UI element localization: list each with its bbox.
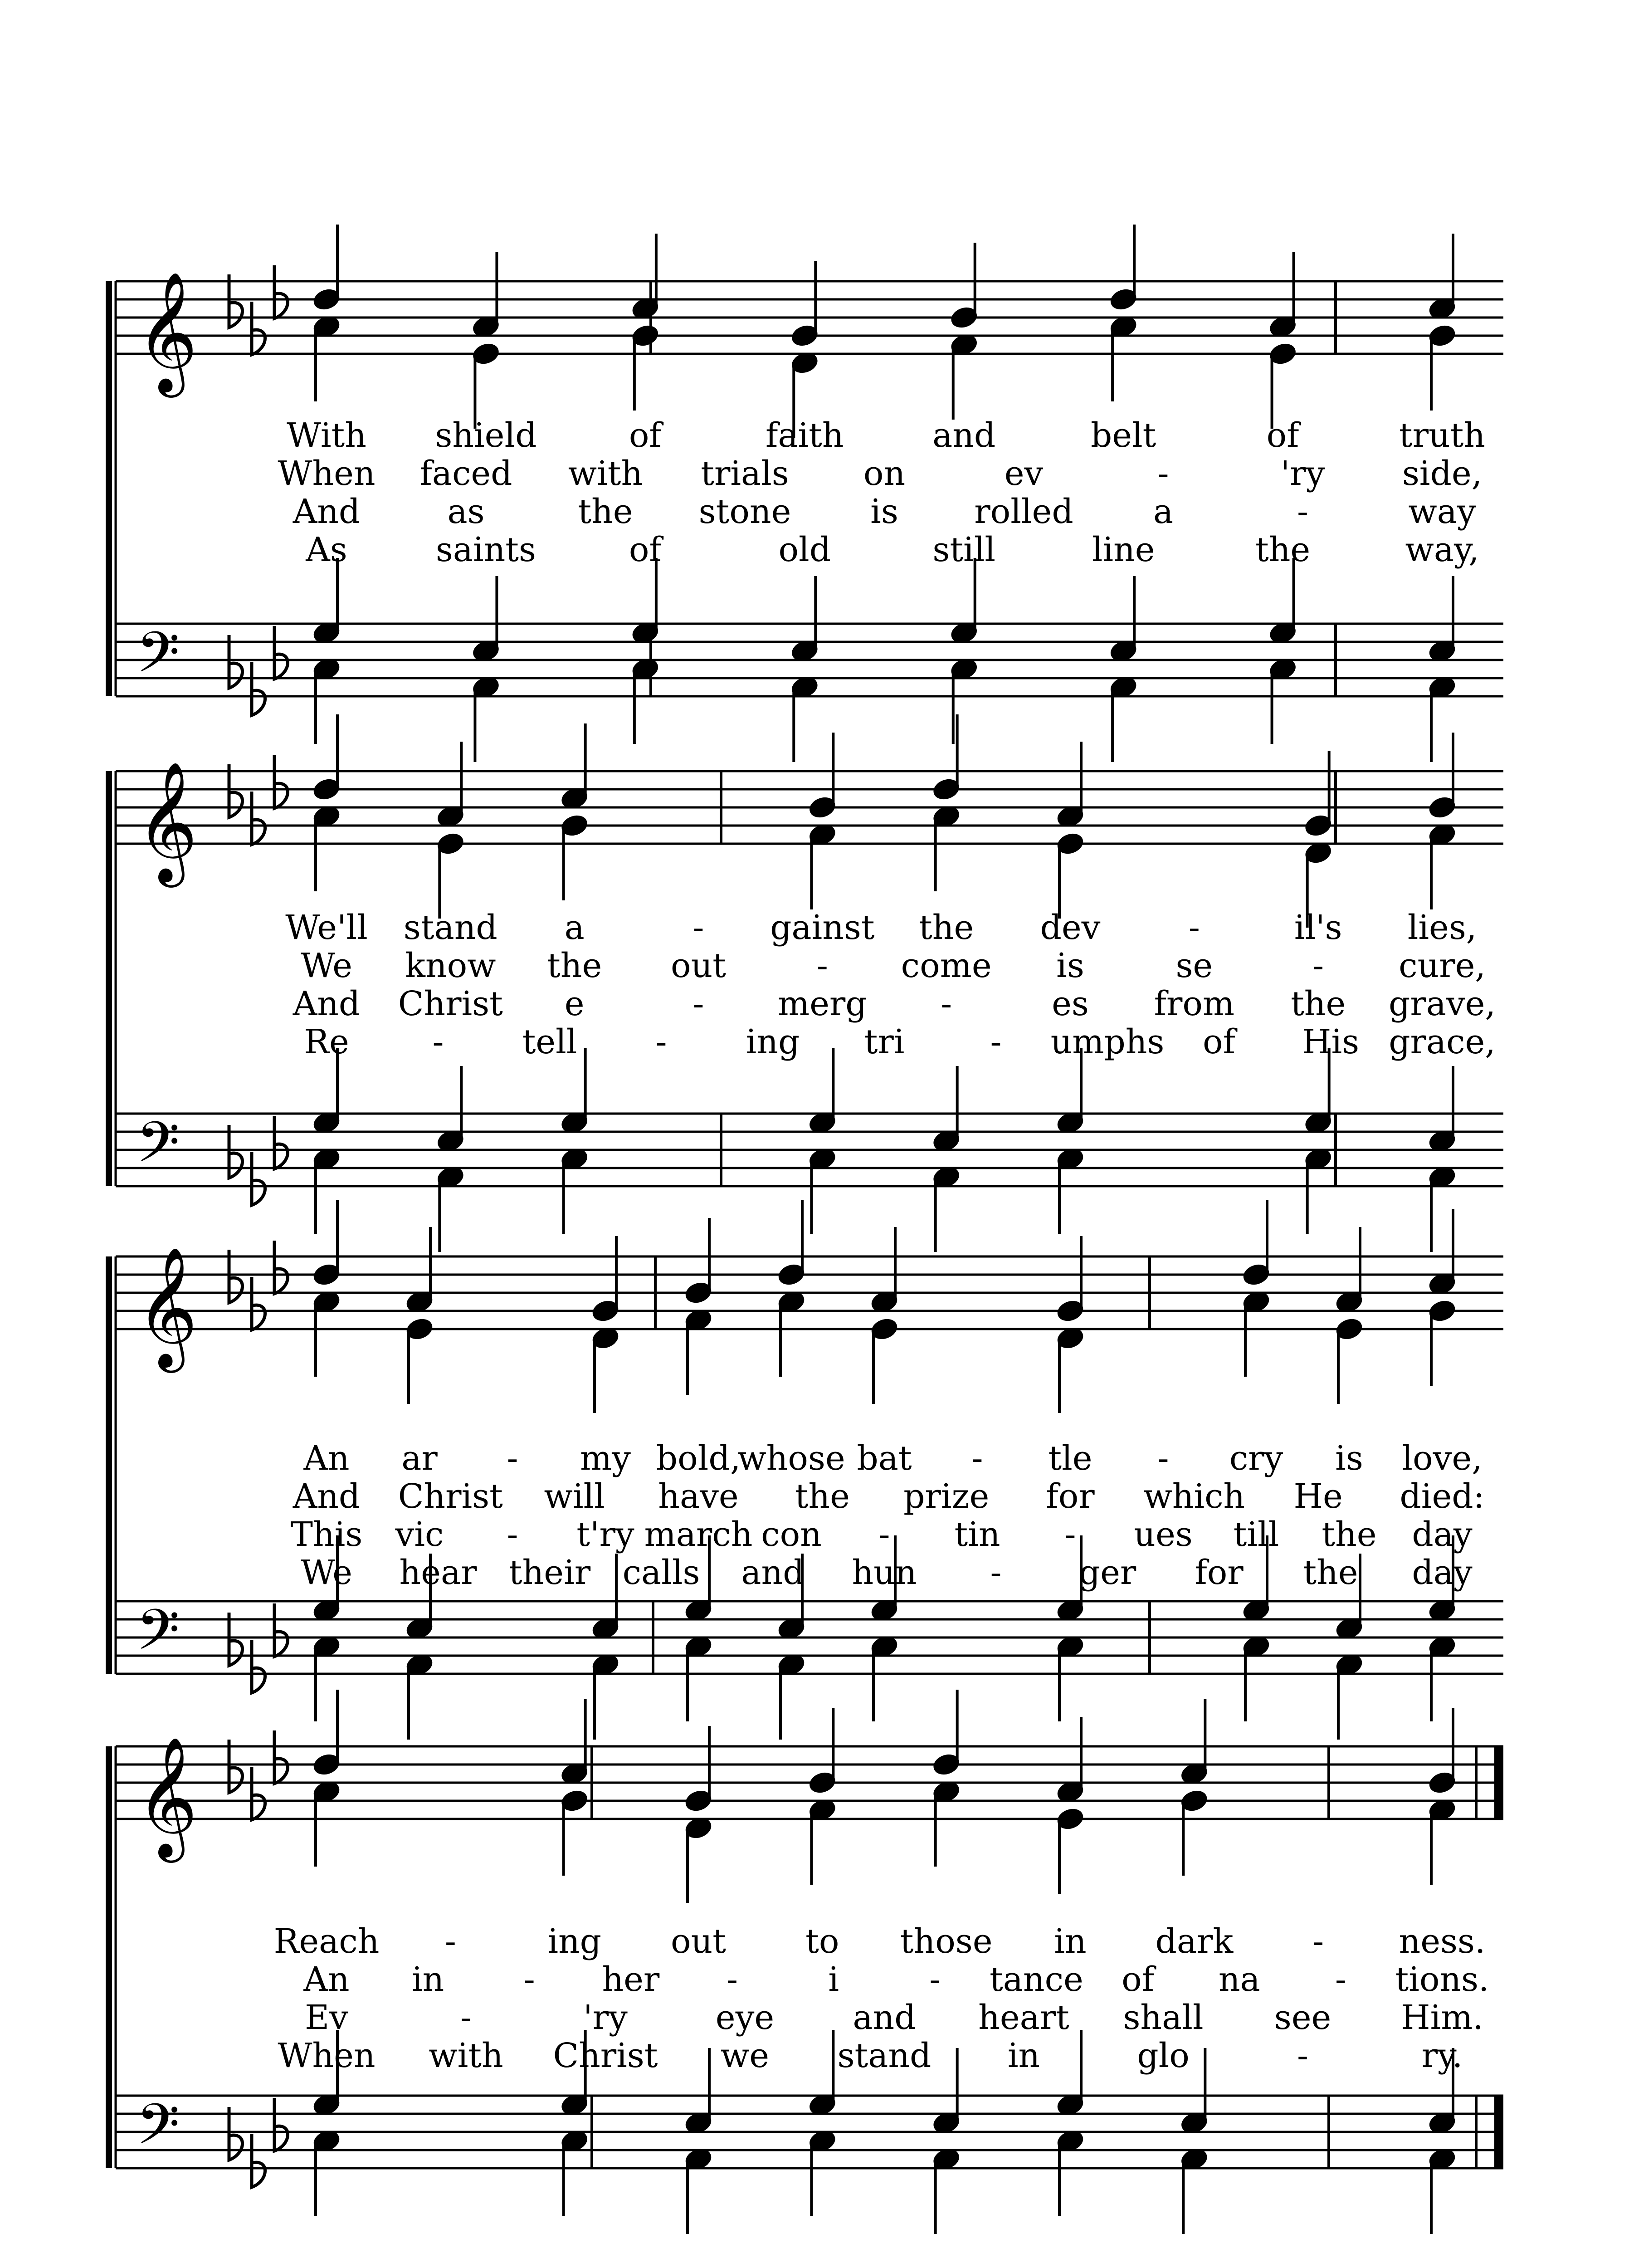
lyric-syllable: 'ry bbox=[583, 1998, 628, 2037]
note bbox=[312, 558, 340, 645]
note bbox=[932, 1780, 960, 1867]
lyric-syllable: of bbox=[1266, 416, 1299, 455]
syllable-hyphen: - bbox=[507, 1439, 518, 1478]
bass-clef-icon: 𝄢 bbox=[136, 2092, 180, 2171]
lyric-syllable: love, bbox=[1402, 1439, 1483, 1478]
lyric-syllable: in bbox=[411, 1960, 444, 1999]
note bbox=[472, 252, 500, 338]
lyric-syllable: cure, bbox=[1399, 946, 1486, 985]
note bbox=[1056, 1236, 1084, 1323]
lyric-syllable: When bbox=[278, 2036, 376, 2075]
lyric-syllable: see bbox=[1274, 1998, 1331, 2037]
note bbox=[1335, 1227, 1363, 1314]
note bbox=[1180, 2147, 1208, 2234]
lyric-syllable: He bbox=[1293, 1477, 1343, 1516]
syllable-hyphen: - bbox=[507, 1515, 518, 1554]
lyric-syllable: il's bbox=[1294, 908, 1342, 947]
key-signature bbox=[229, 265, 288, 355]
lyric-syllable: a bbox=[564, 908, 585, 947]
note bbox=[791, 576, 819, 663]
lyric-syllable: umphs bbox=[1050, 1022, 1165, 1061]
lyric-syllable: tin bbox=[954, 1515, 1000, 1554]
lyric-syllable: out bbox=[671, 946, 726, 985]
lyric-syllable: tle bbox=[1048, 1439, 1093, 1478]
treble-clef-icon: 𝄞 bbox=[136, 1736, 198, 1857]
lyric-syllable: day bbox=[1412, 1515, 1473, 1554]
note bbox=[791, 261, 819, 347]
syllable-hyphen: - bbox=[816, 946, 828, 985]
lyric-syllable: grace, bbox=[1389, 1022, 1496, 1061]
system-3 bbox=[106, 1200, 1503, 1740]
lyric-syllable: ger bbox=[1078, 1553, 1136, 1592]
note bbox=[777, 1200, 805, 1286]
note bbox=[684, 1635, 712, 1721]
note bbox=[1110, 675, 1137, 762]
note bbox=[1056, 1807, 1084, 1894]
note bbox=[437, 1165, 464, 1252]
note bbox=[437, 1066, 464, 1153]
lyric-syllable: dev bbox=[1040, 908, 1101, 947]
syllable-hyphen: - bbox=[1312, 946, 1324, 985]
note bbox=[1180, 1789, 1208, 1876]
lyric-syllable: e bbox=[564, 984, 585, 1023]
lyric-syllable: of bbox=[1122, 1960, 1155, 1999]
lyric-syllable: i bbox=[828, 1960, 839, 1999]
system-bracket bbox=[106, 1256, 112, 1674]
note bbox=[1335, 1317, 1363, 1404]
lyric-syllable: merg bbox=[777, 984, 867, 1023]
lyric-syllable: faced bbox=[419, 454, 512, 493]
lyric-syllable: have bbox=[658, 1477, 739, 1516]
syllable-hyphen: - bbox=[1297, 2036, 1309, 2075]
note bbox=[809, 1798, 836, 1885]
lyric-syllable: for bbox=[1046, 1477, 1095, 1516]
syllable-hyphen: - bbox=[929, 1960, 941, 1999]
note bbox=[591, 1236, 619, 1323]
note bbox=[932, 2147, 960, 2234]
key-signature bbox=[229, 1730, 288, 1820]
lyric-syllable: side, bbox=[1402, 454, 1483, 493]
lyric-syllable: Re bbox=[304, 1022, 349, 1061]
lyric-syllable: dark bbox=[1155, 1922, 1234, 1961]
key-signature bbox=[229, 755, 288, 845]
syllable-hyphen: - bbox=[523, 1960, 535, 1999]
lyric-syllable: es bbox=[1052, 984, 1089, 1023]
note bbox=[561, 2129, 588, 2216]
note bbox=[1269, 252, 1297, 338]
lyric-syllable: gainst bbox=[770, 908, 875, 947]
note bbox=[312, 1780, 340, 1867]
lyric-syllable: vic bbox=[395, 1515, 444, 1554]
lyric-syllable: will bbox=[544, 1477, 605, 1516]
note bbox=[561, 814, 588, 900]
lyric-syllable: saints bbox=[435, 530, 536, 569]
lyric-syllable: line bbox=[1092, 530, 1155, 569]
lyric-syllable: Ev bbox=[305, 1998, 348, 2037]
lyric-syllable: ar bbox=[401, 1439, 438, 1478]
lyric-syllable: calls bbox=[622, 1553, 700, 1592]
lyric-syllable: ness. bbox=[1399, 1922, 1486, 1961]
syllable-hyphen: - bbox=[693, 908, 704, 947]
lyric-syllable: in bbox=[1007, 2036, 1040, 2075]
lyric-syllable: trials bbox=[701, 454, 789, 493]
lyric-syllable: till bbox=[1233, 1515, 1279, 1554]
lyric-syllable: the bbox=[1291, 984, 1346, 1023]
note bbox=[1428, 823, 1456, 909]
syllable-hyphen: - bbox=[693, 984, 704, 1023]
note bbox=[561, 723, 588, 810]
lyric-syllable: stone bbox=[698, 492, 791, 531]
note bbox=[684, 2048, 712, 2135]
syllable-hyphen: - bbox=[941, 984, 952, 1023]
note bbox=[1110, 576, 1137, 663]
lyric-syllable: and bbox=[741, 1553, 805, 1592]
lyric-syllable: is bbox=[1056, 946, 1084, 985]
lyric-syllable: those bbox=[900, 1922, 993, 1961]
lyric-syllable: We bbox=[301, 946, 352, 985]
note bbox=[932, 2048, 960, 2135]
note bbox=[1428, 576, 1456, 663]
note bbox=[870, 1227, 898, 1314]
lyric-syllable: know bbox=[405, 946, 496, 985]
treble-clef-icon: 𝄞 bbox=[136, 1246, 198, 1368]
note bbox=[472, 675, 500, 762]
lyric-syllable: tri bbox=[864, 1022, 905, 1061]
lyric-syllable: se bbox=[1175, 946, 1213, 985]
note bbox=[950, 333, 978, 420]
note bbox=[1269, 657, 1297, 744]
note bbox=[405, 1317, 433, 1404]
lyric-syllable: rolled bbox=[974, 492, 1073, 531]
lyric-syllable: bold, bbox=[656, 1439, 741, 1478]
lyric-syllable: hear bbox=[399, 1553, 477, 1592]
lyric-syllable: tions. bbox=[1395, 1960, 1489, 1999]
note bbox=[950, 558, 978, 645]
syllable-hyphen: - bbox=[990, 1022, 1002, 1061]
lyric-syllable: is bbox=[870, 492, 898, 531]
note bbox=[932, 1690, 960, 1776]
syllable-hyphen: - bbox=[655, 1022, 667, 1061]
lyric-syllable: faith bbox=[765, 416, 844, 455]
note bbox=[1428, 1299, 1456, 1386]
lyric-syllable: shall bbox=[1123, 1998, 1204, 2037]
note bbox=[950, 657, 978, 744]
note bbox=[684, 1218, 712, 1305]
note bbox=[591, 1326, 619, 1413]
syllable-hyphen: - bbox=[460, 1998, 472, 2037]
lyric-syllable: of bbox=[1203, 1022, 1235, 1061]
note bbox=[1056, 742, 1084, 828]
lyric-syllable: We'll bbox=[285, 908, 368, 947]
lyric-syllable: We bbox=[301, 1553, 352, 1592]
note bbox=[1428, 2147, 1456, 2234]
system-bracket bbox=[106, 771, 112, 1186]
note bbox=[932, 1066, 960, 1153]
note bbox=[405, 1227, 433, 1314]
lyric-syllable: out bbox=[671, 1922, 726, 1961]
final-barline bbox=[1494, 1746, 1503, 1819]
lyric-syllable: the bbox=[578, 492, 633, 531]
note bbox=[1242, 1635, 1270, 1721]
lyric-syllable: cry bbox=[1229, 1439, 1283, 1478]
system-bracket bbox=[106, 1746, 112, 2168]
final-barline bbox=[1494, 2096, 1503, 2168]
lyric-syllable: grave, bbox=[1389, 984, 1496, 1023]
lyric-syllable: glo bbox=[1137, 2036, 1190, 2075]
lyric-syllable: bat bbox=[857, 1439, 912, 1478]
syllable-hyphen: - bbox=[1335, 1960, 1346, 1999]
lyric-syllable: a bbox=[1153, 492, 1174, 531]
lyric-syllable: still bbox=[932, 530, 996, 569]
lyric-syllable: tell bbox=[522, 1022, 577, 1061]
lyric-syllable: And bbox=[293, 1477, 361, 1516]
syllable-hyphen: - bbox=[1312, 1922, 1324, 1961]
note bbox=[1110, 225, 1137, 311]
lyric-syllable: stand bbox=[403, 908, 497, 947]
note bbox=[405, 1653, 433, 1740]
syllable-hyphen: - bbox=[1157, 1439, 1169, 1478]
note bbox=[809, 1708, 836, 1794]
lyric-syllable: on bbox=[863, 454, 906, 493]
lyric-syllable: t'ry bbox=[576, 1515, 634, 1554]
lyric-syllable: hun bbox=[852, 1553, 917, 1592]
note bbox=[1110, 315, 1137, 401]
system-bracket bbox=[106, 281, 112, 696]
system-1 bbox=[106, 225, 1503, 762]
key-signature bbox=[229, 2098, 288, 2187]
lyric-syllable: way bbox=[1408, 492, 1476, 531]
lyric-syllable: na bbox=[1218, 1960, 1260, 1999]
syllable-hyphen: - bbox=[1064, 1515, 1076, 1554]
note bbox=[472, 576, 500, 663]
syllable-hyphen: - bbox=[971, 1439, 983, 1478]
note bbox=[1242, 1200, 1270, 1286]
lyric-syllable: the bbox=[919, 908, 974, 947]
note bbox=[809, 823, 836, 909]
lyric-syllable: in bbox=[1054, 1922, 1087, 1961]
note bbox=[1180, 1699, 1208, 1785]
treble-clef-icon: 𝄞 bbox=[136, 271, 198, 392]
lyric-syllable: prize bbox=[903, 1477, 990, 1516]
lyric-syllable: to bbox=[805, 1922, 839, 1961]
note bbox=[809, 2030, 836, 2116]
note bbox=[561, 1699, 588, 1785]
lyric-syllable: day bbox=[1412, 1553, 1473, 1592]
note bbox=[312, 315, 340, 401]
note bbox=[312, 1290, 340, 1377]
lyric-syllable: way, bbox=[1405, 530, 1479, 569]
lyric-syllable: Christ bbox=[398, 984, 503, 1023]
bass-clef-icon: 𝄢 bbox=[136, 1110, 180, 1189]
lyric-syllable: shield bbox=[435, 416, 537, 455]
lyric-syllable: the bbox=[547, 946, 602, 985]
lyric-syllable: my bbox=[580, 1439, 631, 1478]
note bbox=[809, 1147, 836, 1234]
lyric-syllable: This bbox=[290, 1515, 363, 1554]
note bbox=[437, 742, 464, 828]
lyric-syllable: And bbox=[293, 492, 361, 531]
lyric-syllable: An bbox=[303, 1439, 350, 1478]
key-signature bbox=[229, 1241, 288, 1330]
note bbox=[631, 657, 659, 744]
lyric-syllable: which bbox=[1143, 1477, 1245, 1516]
note bbox=[1056, 2129, 1084, 2216]
note bbox=[777, 1653, 805, 1740]
note bbox=[631, 324, 659, 411]
note bbox=[1269, 558, 1297, 645]
lyric-syllable: ing bbox=[746, 1022, 800, 1061]
syllable-hyphen: - bbox=[878, 1515, 890, 1554]
note bbox=[1056, 1326, 1084, 1413]
syllable-hyphen: - bbox=[432, 1022, 444, 1061]
lyric-syllable: ues bbox=[1134, 1515, 1193, 1554]
lyric-syllable: from bbox=[1154, 984, 1235, 1023]
note bbox=[809, 733, 836, 819]
lyric-syllable: And bbox=[293, 984, 361, 1023]
note bbox=[591, 1554, 619, 1640]
lyric-syllable: Reach bbox=[273, 1922, 380, 1961]
lyric-syllable: truth bbox=[1399, 416, 1486, 455]
lyric-syllable: ev bbox=[1004, 454, 1044, 493]
lyric-syllable: old bbox=[778, 530, 831, 569]
note bbox=[777, 1290, 805, 1377]
lyric-syllable: is bbox=[1335, 1439, 1363, 1478]
system-4 bbox=[106, 1690, 1503, 2234]
lyric-syllable: with bbox=[568, 454, 643, 493]
lyric-syllable: Him. bbox=[1401, 1998, 1483, 2037]
note bbox=[312, 2129, 340, 2216]
system-2 bbox=[106, 714, 1503, 1252]
key-signature bbox=[229, 1116, 288, 1205]
note bbox=[561, 1789, 588, 1876]
lyric-syllable: eye bbox=[715, 1998, 775, 2037]
note bbox=[870, 1317, 898, 1404]
note bbox=[591, 1653, 619, 1740]
syllable-hyphen: - bbox=[990, 1553, 1002, 1592]
note bbox=[684, 1308, 712, 1395]
lyric-syllable: With bbox=[287, 416, 366, 455]
lyric-syllable: died: bbox=[1400, 1477, 1485, 1516]
note bbox=[1428, 234, 1456, 320]
lyric-syllable: as bbox=[447, 492, 485, 531]
treble-clef-icon: 𝄞 bbox=[136, 761, 198, 882]
lyric-syllable: con bbox=[761, 1515, 822, 1554]
lyric-syllable: her bbox=[602, 1960, 660, 1999]
note bbox=[684, 1816, 712, 1903]
note bbox=[1304, 751, 1332, 837]
bass-clef-icon: 𝄢 bbox=[136, 620, 180, 699]
note bbox=[950, 243, 978, 329]
lyric-syllable: When bbox=[278, 454, 376, 493]
note bbox=[1428, 1798, 1456, 1885]
note bbox=[1428, 324, 1456, 411]
note bbox=[684, 2147, 712, 2234]
note bbox=[791, 675, 819, 762]
note bbox=[809, 2129, 836, 2216]
note bbox=[1056, 2030, 1084, 2116]
bass-clef-icon: 𝄢 bbox=[136, 1598, 180, 1677]
lyric-syllable: Christ bbox=[398, 1477, 503, 1516]
syllable-hyphen: - bbox=[1297, 492, 1309, 531]
lyric-syllable: the bbox=[795, 1477, 850, 1516]
lyric-syllable: belt bbox=[1090, 416, 1156, 455]
note bbox=[561, 1147, 588, 1234]
note bbox=[631, 234, 659, 320]
lyric-syllable: for bbox=[1195, 1553, 1244, 1592]
note bbox=[1335, 1653, 1363, 1740]
lyric-syllable: of bbox=[629, 416, 662, 455]
note bbox=[932, 714, 960, 801]
syllable-hyphen: - bbox=[1157, 454, 1169, 493]
lyric-syllable: march bbox=[644, 1515, 753, 1554]
note bbox=[1056, 1635, 1084, 1721]
note bbox=[1428, 1066, 1456, 1153]
note bbox=[870, 1635, 898, 1721]
note bbox=[312, 805, 340, 891]
note bbox=[1242, 1290, 1270, 1377]
lyric-syllable: lies, bbox=[1407, 908, 1477, 947]
lyric-syllable: Christ bbox=[553, 2036, 658, 2075]
lyric-syllable: stand bbox=[837, 2036, 932, 2075]
note bbox=[684, 1726, 712, 1813]
key-signature bbox=[229, 626, 288, 715]
lyric-syllable: As bbox=[306, 530, 347, 569]
syllable-hyphen: - bbox=[1188, 908, 1200, 947]
syllable-hyphen: - bbox=[444, 1922, 456, 1961]
lyric-syllable: of bbox=[629, 530, 662, 569]
key-signature bbox=[229, 1603, 288, 1693]
note bbox=[1056, 1717, 1084, 1804]
lyric-syllable: their bbox=[508, 1553, 591, 1592]
note bbox=[437, 832, 464, 919]
lyric-syllable: An bbox=[303, 1960, 350, 1999]
note bbox=[809, 1048, 836, 1134]
note bbox=[631, 558, 659, 645]
lyric-syllable: the bbox=[1303, 1553, 1358, 1592]
syllable-hyphen: - bbox=[727, 1960, 738, 1999]
lyric-syllable: and bbox=[932, 416, 996, 455]
lyric-syllable: we bbox=[720, 2036, 770, 2075]
lyric-syllable: His bbox=[1302, 1022, 1360, 1061]
lyric-syllable: 'ry bbox=[1280, 454, 1325, 493]
lyric-syllable: ry. bbox=[1421, 2036, 1463, 2075]
lyric-syllable: with bbox=[429, 2036, 503, 2075]
note bbox=[312, 225, 340, 311]
note bbox=[1056, 832, 1084, 919]
lyric-syllable: the bbox=[1255, 530, 1311, 569]
lyric-syllable: come bbox=[901, 946, 992, 985]
lyric-syllable: and bbox=[853, 1998, 916, 2037]
lyric-syllable: the bbox=[1322, 1515, 1377, 1554]
lyric-syllable: whose bbox=[737, 1439, 845, 1478]
note bbox=[932, 805, 960, 891]
lyric-syllable: tance bbox=[990, 1960, 1083, 1999]
lyric-syllable: heart bbox=[978, 1998, 1069, 2037]
note bbox=[932, 1165, 960, 1252]
note bbox=[1056, 1147, 1084, 1234]
note bbox=[1304, 1147, 1332, 1234]
lyric-syllable: ing bbox=[547, 1922, 602, 1961]
